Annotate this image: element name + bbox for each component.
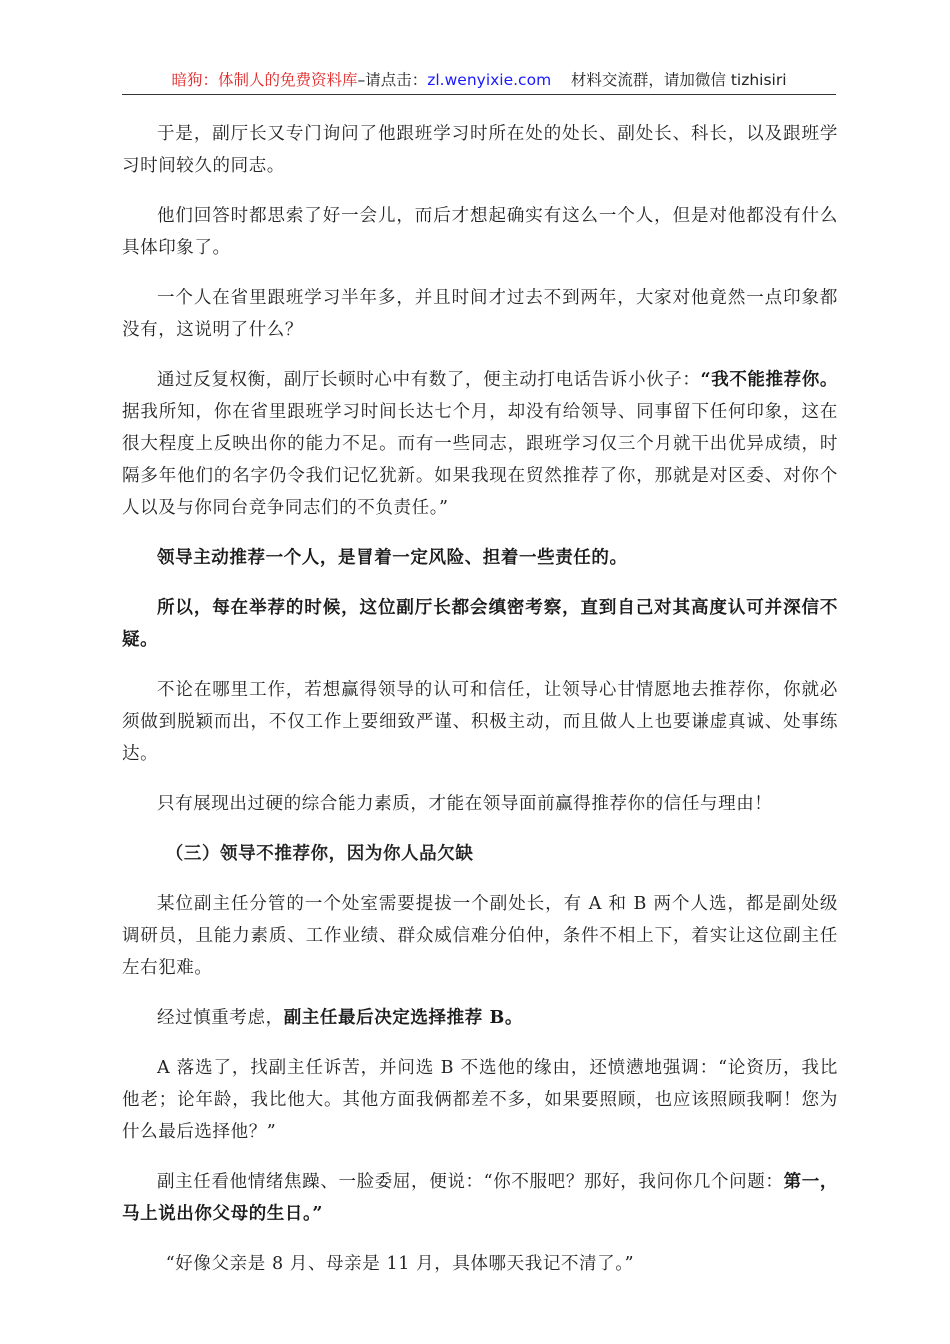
paragraph: 不论在哪里工作，若想赢得领导的认可和信任，让领导心甘情愿地去推荐你，你就必须做到脱颖而出，不仅工作上要细致严谨、积极主动，而且做人上也要谦虚真诚、处事练达。	[122, 680, 838, 764]
bold-quote: “我不能推荐你。	[700, 370, 838, 390]
paragraph-text: 通过反复权衡，副厅长顿时心中有数了，便主动打电话告诉小伙子：	[157, 370, 701, 390]
bold-text: 副主任最后决定选择推荐 B。	[283, 1008, 523, 1028]
paragraph: 一个人在省里跟班学习半年多，并且时间才过去不到两年，大家对他竟然一点印象都没有，这说明了什么？	[122, 288, 838, 340]
paragraph-text: 经过慎重考虑，	[157, 1008, 284, 1028]
paragraph: “好像父亲是 8 月、母亲是 11 月，具体哪天我记不清了。”	[165, 1254, 635, 1274]
paragraph: 于是，副厅长又专门询问了他跟班学习时所在处的处长、副处长、科长，以及跟班学习时间较久的同志。	[122, 124, 838, 176]
paragraph: 他们回答时都思索了好一会儿，而后才想起确实有这么一个人，但是对他都没有什么具体印象了。	[122, 206, 838, 258]
bold-paragraph: 领导主动推荐一个人，是冒着一定风险、担着一些责任的。	[157, 548, 628, 568]
paragraph-text: 副主任看他情绪焦躁、一脸委屈，便说：“你不服吧？那好，我问你几个问题：	[157, 1172, 784, 1192]
paragraph: A 落选了，找副主任诉苦，并问选 B 不选他的缘由，还愤懑地强调：“论资历，我比他老；论年龄，我比他大。其他方面我俩都差不多，如果要照顾，也应该照顾我啊！您为什么最后选择他？”	[122, 1058, 838, 1142]
header-prompt: –请点击：	[357, 71, 428, 89]
paragraph-text: 据我所知，你在省里跟班学习时间长达七个月，却没有给领导、同事留下任何印象，这在很大程度上反映出你的能力不足。而有一些同志，跟班学习仅三个月就干出优异成绩，时隔多年他们的名字仍令我们记忆犹新。如果我现在贸然推荐了你，那就是对区委、对你个人以及与你同台竞争同志们的不负责任。”	[122, 402, 838, 518]
paragraph	[122, 364, 838, 524]
document-body	[122, 118, 838, 1298]
paragraph: 只有展现出过硬的综合能力素质，才能在领导面前赢得推荐你的信任与理由！	[157, 794, 773, 814]
paragraph	[122, 1166, 838, 1230]
paragraph	[122, 1002, 838, 1034]
header-contact: 材料交流群，请加微信 tizhisiri	[570, 71, 787, 89]
page-header	[122, 66, 836, 95]
header-link[interactable]: zl.wenyixie.com	[427, 71, 552, 89]
header-brand: 暗狗：体制人的免费资料库	[171, 71, 358, 89]
bold-text: 第一，马上说出你父母的生日。”	[122, 1172, 838, 1224]
section-heading: （三）领导不推荐你，因为你人品欠缺	[165, 844, 474, 864]
paragraph: 某位副主任分管的一个处室需要提拔一个副处长，有 A 和 B 两个人选，都是副处级调研员，且能力素质、工作业绩、群众威信难分伯仲，条件不相上下，着实让这位副主任左右犯难。	[122, 894, 838, 978]
bold-paragraph: 所以，每在举荐的时候，这位副厅长都会缜密考察，直到自己对其高度认可并深信不疑。	[122, 598, 838, 650]
